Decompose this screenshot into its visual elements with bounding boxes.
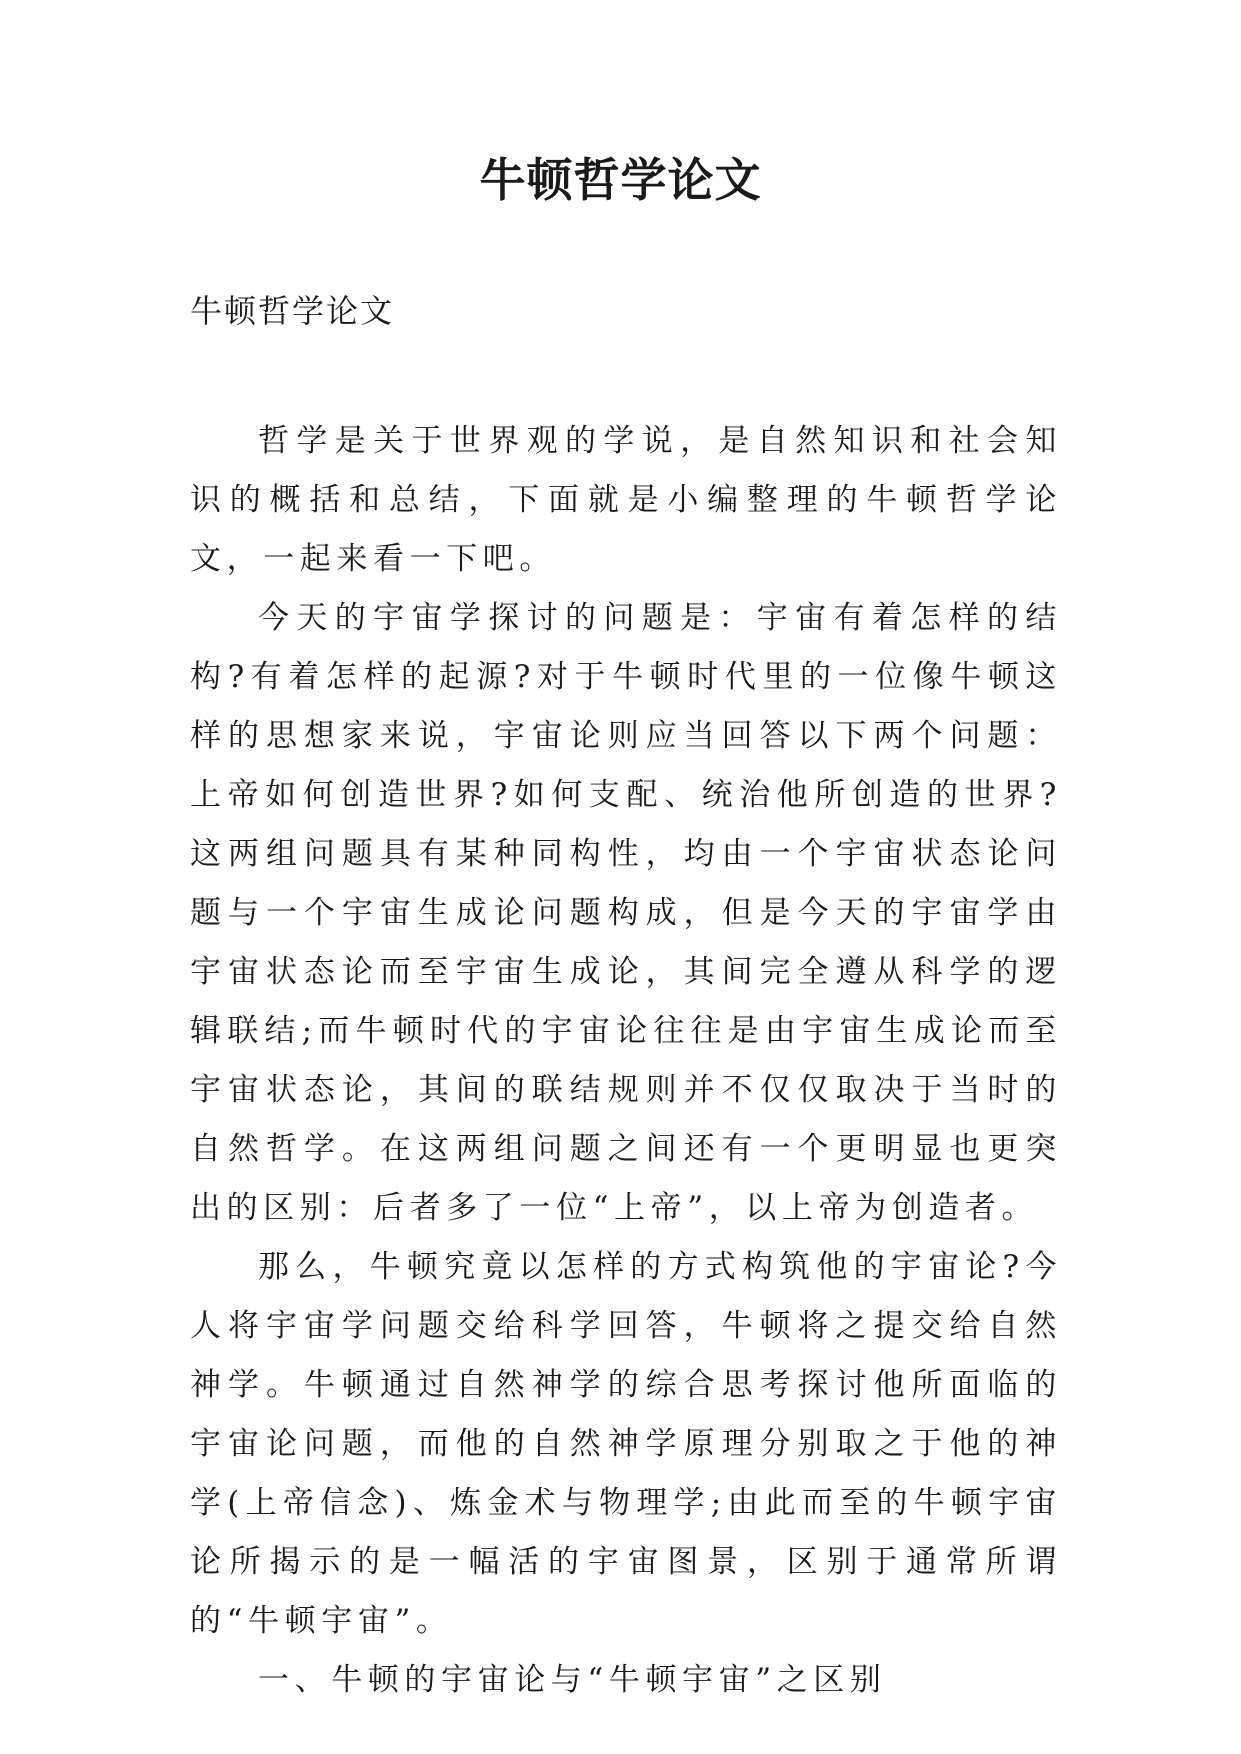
section-heading-1: 一、牛顿的宇宙论与“牛顿宇宙”之区别	[258, 1662, 887, 1698]
paragraph-natural-theology: 那么，牛顿究竟以怎样的方式构筑他的宇宙论?今人将宇宙学问题交给科学回答，牛顿将之提交给自然神学。牛顿通过自然神学的综合思考探讨他所面临的宇宙论问题，而他的自然神学原理分别取之于他的神学(上帝信念)、炼金术与物理学;由此而至的牛顿宇宙论所揭示的是一幅活的宇宙图景，区别于通常所谓的“牛顿宇宙”。	[190, 1249, 1062, 1639]
document-body	[190, 412, 1062, 1710]
paragraph-cosmology-questions: 今天的宇宙学探讨的问题是：宇宙有着怎样的结构?有着怎样的起源?对于牛顿时代里的一位像牛顿这样的思想家来说，宇宙论则应当回答以下两个问题：上帝如何创造世界?如何支配、统治他所创造的世界?这两组问题具有某种同构性，均由一个宇宙状态论问题与一个宇宙生成论问题构成，但是今天的宇宙学由宇宙状态论而至宇宙生成论，其间完全遵从科学的逻辑联结;而牛顿时代的宇宙论往往是由宇宙生成论而至宇宙状态论，其间的联结规则并不仅仅取决于当时的自然哲学。在这两组问题之间还有一个更明显也更突出的区别：后者多了一位“上帝”，以上帝为创造者。	[190, 600, 1062, 1226]
paragraph-intro: 哲学是关于世界观的学说，是自然知识和社会知识的概括和总结，下面就是小编整理的牛顿哲学论文，一起来看一下吧。	[190, 423, 1062, 577]
document-subtitle: 牛顿哲学论文	[190, 292, 395, 330]
document-title: 牛顿哲学论文	[479, 153, 762, 207]
